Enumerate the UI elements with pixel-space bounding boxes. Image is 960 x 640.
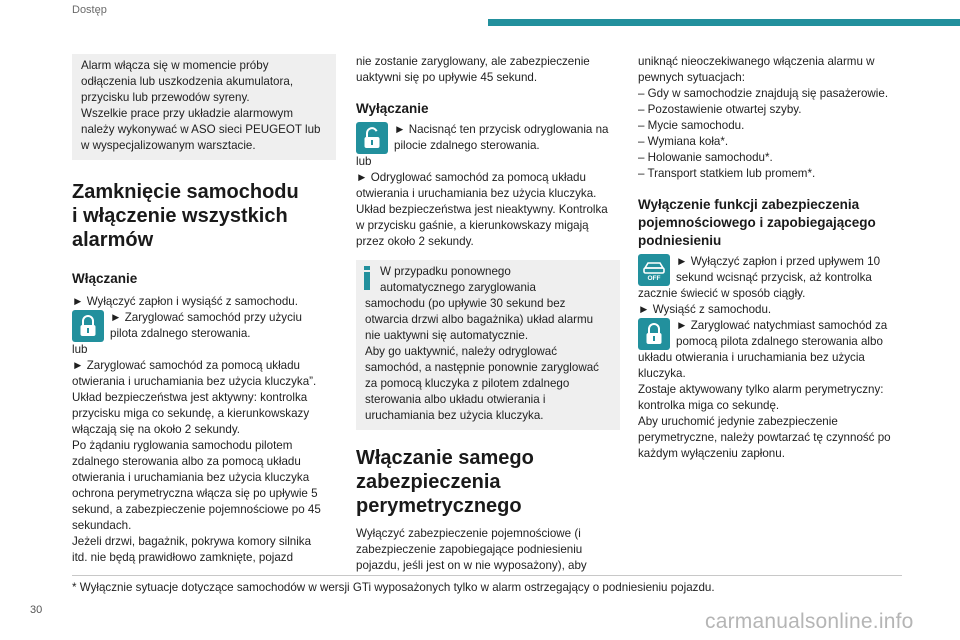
body-line: otwierania i uruchamiania bez użycia kluczyka xyxy=(72,471,310,484)
lock-closed-icon xyxy=(72,310,104,342)
note-line: uruchamiania bez użycia kluczyka. xyxy=(365,409,544,422)
body-line: sekundach. xyxy=(72,519,132,532)
list-item: – Mycie samochodu. xyxy=(638,119,745,132)
off-label: OFF xyxy=(647,275,661,281)
note-line: samochód, a następnie ponownie zaryglować xyxy=(365,361,599,374)
note-line: należy wykonywać w ASO sieci PEUGEOT lub xyxy=(81,123,321,136)
note-line: Wszelkie prace przy układzie alarmowym xyxy=(81,107,293,120)
watermark: carmanualsonline.info xyxy=(705,610,914,633)
page-number: 30 xyxy=(30,604,43,616)
body-line: zacznie świecić w sposób ciągły. xyxy=(638,287,806,300)
body-line: ► Zaryglować samochód za pomocą układu xyxy=(72,359,301,372)
section-heading: Włączanie samego zabezpieczenia perymetrycznego xyxy=(356,447,534,517)
body-line: Wyłączyć zabezpieczenie pojemnościowe (i xyxy=(356,527,581,540)
car-alarm-off-icon xyxy=(638,254,670,286)
body-line: uniknąć nieoczekiwanego włączenia alarmu w xyxy=(638,55,875,68)
section-heading: Zamknięcie samochodu i włączenie wszystkich alarmów xyxy=(72,181,299,251)
step-with-icon xyxy=(638,318,902,350)
subheading-activation: Włączanie xyxy=(72,271,138,286)
note-line: sterowania albo układu otwierania i xyxy=(365,393,546,406)
note-line: samochodu (po upływie 30 sekund bez xyxy=(365,297,566,310)
body-line: przycisku miga co sekundę, a kierunkowskazy xyxy=(72,407,310,420)
body-line: przez około 2 sekundy. xyxy=(356,235,474,248)
note-line: odłączenia lub uszkodzenia akumulatora, xyxy=(81,75,294,88)
step-with-icon xyxy=(638,254,902,286)
step-text: ► Zaryglować natychmiast samochód za xyxy=(676,319,888,332)
lock-open-icon xyxy=(356,122,388,154)
body-line: lub xyxy=(72,343,88,356)
subheading-deactivation: Wyłączanie xyxy=(356,101,429,116)
body-line: Po żądaniu ryglowania samochodu pilotem xyxy=(72,439,293,452)
note-line: Aby go uaktywnić, należy odryglować xyxy=(365,345,558,358)
footnote-divider xyxy=(72,575,902,576)
body-line: Układ bezpieczeństwa jest aktywny: kontrolka xyxy=(72,391,308,404)
step-with-icon xyxy=(356,122,620,154)
column-right xyxy=(638,54,902,462)
body-line: ochrona perymetryczna włącza się po upływie 5 xyxy=(72,487,318,500)
note-line: Alarm włącza się w momencie próby xyxy=(81,59,269,72)
body-line: układu otwierania i uruchamiania bez użycia xyxy=(638,351,865,364)
body-line: pewnych sytuacjach: xyxy=(638,71,745,84)
header-accent-bar xyxy=(488,19,960,26)
list-item: – Holowanie samochodu*. xyxy=(638,151,773,164)
body-line: zabezpieczenie zapobiegające podniesieniu xyxy=(356,543,583,556)
section-label: Dostęp xyxy=(72,4,107,16)
info-note xyxy=(356,260,620,430)
body-line: kluczyka. xyxy=(638,367,686,380)
note-line: przycisku lub przewodów syreny. xyxy=(81,91,250,104)
subheading-disable-protection: Wyłączenie funkcji zabezpieczenia pojemnościowego i zapobiegającego podniesieniu xyxy=(638,197,876,248)
step-text: ► Nacisnąć ten przycisk odryglowania na xyxy=(394,123,609,136)
note-line: otwarcia drzwi albo bagażnika) układ alarmu xyxy=(365,313,594,326)
body-line: każdym wyłączeniu zapłonu. xyxy=(638,447,785,460)
body-line: perymetryczne, należy powtarzać tę czynność po xyxy=(638,431,891,444)
step-with-icon xyxy=(72,310,336,342)
step-text: ► Wyłączyć zapłon i przed upływem 10 xyxy=(676,255,881,268)
body-line: Jeżeli drzwi, bagażnik, pokrywa komory silnika xyxy=(72,535,312,548)
body-line: Układ bezpieczeństwa jest nieaktywny. Kontrolka xyxy=(356,203,608,216)
list-item: – Gdy w samochodzie znajdują się pasażerowie. xyxy=(638,87,889,100)
body-line: uaktywni się po upływie 45 sekund. xyxy=(356,71,538,84)
step-text: pilocie zdalnego sterowania. xyxy=(394,139,540,152)
note-line: za pomocą kluczyka z pilotem zdalnego xyxy=(365,377,570,390)
body-line: zdalnego sterowania albo za pomocą układu xyxy=(72,455,301,468)
note-line: w wyspecjalizowanym warsztacie. xyxy=(81,139,256,152)
body-line: sekund, a zabezpieczenie pojemnościowe po 45 xyxy=(72,503,321,516)
body-line: ► Odryglować samochód za pomocą układu xyxy=(356,171,586,184)
body-line: w przycisku gaśnie, a kierunkowskazy migają xyxy=(356,219,589,232)
body-line: włączają się na około 2 sekundy. xyxy=(72,423,240,436)
body-line: itd. nie będą prawidłowo zamknięte, pojazd xyxy=(72,551,294,564)
list-item: – Wymiana koła*. xyxy=(638,135,729,148)
note-line: W przypadku ponownego xyxy=(380,265,511,278)
body-line: ► Wysiąść z samochodu. xyxy=(638,303,772,316)
step-text: pomocą pilota zdalnego sterowania albo xyxy=(676,335,883,348)
body-line: Aby uruchomić jedynie zabezpieczenie xyxy=(638,415,838,428)
step-text: ► Wyłączyć zapłon i wysiąść z samochodu. xyxy=(72,295,298,308)
body-line: Zostaje aktywowany tylko alarm perymetryczny: xyxy=(638,383,884,396)
note-line: nie uaktywni się automatycznie. xyxy=(365,329,529,342)
body-line: kontrolka miga co sekundę. xyxy=(638,399,780,412)
column-middle xyxy=(356,54,620,574)
step-text: pilota zdalnego sterowania. xyxy=(110,327,251,340)
column-left xyxy=(72,54,336,566)
body-line: nie zostanie zaryglowany, ale zabezpieczenie xyxy=(356,55,590,68)
body-line: pojazdu, jeśli jest on w nie wyposażony), aby xyxy=(356,559,587,572)
note-line: automatycznego zaryglowania xyxy=(380,281,536,294)
lock-closed-icon xyxy=(638,318,670,350)
info-icon xyxy=(364,266,370,290)
body-line: lub xyxy=(356,155,372,168)
list-item: – Pozostawienie otwartej szyby. xyxy=(638,103,802,116)
list-item: – Transport statkiem lub promem*. xyxy=(638,167,816,180)
step-text: sekund wcisnąć przycisk, aż kontrolka xyxy=(676,271,872,284)
body-line: otwierania i uruchamiania bez użycia kluczyka. xyxy=(356,187,597,200)
alarm-warning-note xyxy=(72,54,336,160)
body-line: otwierania i uruchamiania bez użycia kluczyka”. xyxy=(72,375,317,388)
footnote: * Wyłącznie sytuacje dotyczące samochodów w wersji GTi wyposażonych tylko w alarm ostrzegający o podniesieniu pojazdu. xyxy=(72,581,715,594)
step-text: ► Zaryglować samochód przy użyciu xyxy=(110,311,302,324)
